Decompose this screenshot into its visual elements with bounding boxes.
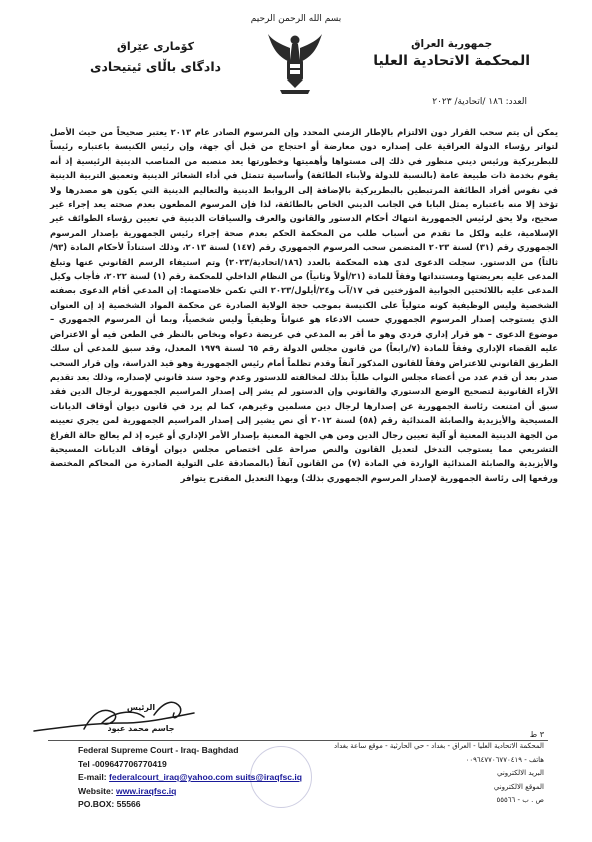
court-name-english: Federal Supreme Court - Iraq- Baghdad [78, 745, 239, 755]
footer-pobox: ص . ب - ٥٥٥٦٦ [496, 796, 544, 804]
court-name: المحكمة الاتحادية العليا [373, 53, 530, 69]
document-body [50, 125, 558, 485]
header-kurdish [90, 40, 221, 74]
footer-phone: هاتف - ٠٠٩٦٤٧٧٠٦٧٧٠٤١٩ [465, 755, 544, 764]
court-name-kurdish: دادگای باڵای ئیتیحادی [90, 59, 222, 74]
signature-title: الرئيس [126, 703, 156, 712]
footer-contact-arabic [312, 740, 544, 808]
page-number: ٣ ط [529, 730, 544, 739]
email-label: E-mail: [78, 772, 110, 783]
signature-block [86, 703, 196, 733]
country-name: جمهورية العراق [411, 38, 493, 50]
country-name-kurdish: كۆماری عێراق [117, 40, 194, 53]
website-link[interactable]: www.iraqfsc.iq [116, 785, 177, 796]
email-link[interactable]: federalcourt_iraq@yahoo.com suits@iraqfsc.iq [109, 772, 303, 783]
website-row [78, 785, 302, 799]
footer-email-label: البريد الالكتروني [497, 769, 544, 777]
footer-website-label: الموقع الالكتروني [493, 782, 544, 791]
body-paragraph: يمكن أن يتم سحب القرار دون الالتزام بالإطار الزمني المحدد وإن المرسوم الصادر عام ٢٠١٣ يعتبر صحيحاً من حيث الأصل لتواتر رؤساء الدولة العراقية على إصداره دون معارضة أو احتجاج من قبل أي جهة، وإن رئيس الكنيسة باعتباره رئيساً للبطريركية ورئيس ديني منظور في ذلك إلى مستواها وأهميتها وخطورتها يعد منصبه من المناصب الدينية الرئيسية إذ أنه يقوم بخدمة ذات طبيعة عامة (بالنسبة للدولة ولأبناء الطائفة) وأساسية تتمثل في أداء الشعائر الدينية وتعميق التربية الدينية في نفوس أفراد الطائفة المرتبطين بالبطريركية بالإضافة إلى الروابط الدينية والتعاليم الدينية التي يكون هو مصدرها ولا تؤخذ إلا منه باعتباره يمثل البابا في الجانب الديني الخاص بالطائفة، لذا فإن المرسوم المطعون بعدم صحته يعد إجراء غير صحيح، ولا يحق لرئيس الجمهورية انتهاك أحكام الدستور والقانون والعرف والسياقات الدينية في تعيين رؤساء الطوائف غير الإسلامية، عليه ولكل ما تقدم من أسباب طلب من المحكمة الحكم بعدم صحة إجراء رئيس الجمهورية بإصدار المرسوم الجمهوري رقم (٣١) لسنة ٢٠٢٣ المتضمن سحب المرسوم الجمهوري رقم (١٤٧) لسنة ٢٠١٣، وذلك استناداً لأحكام المادة (٩٣/ثالثاً) من الدستور. سجلت الدعوى لدى هذه المحكمة بالعدد (١٨٦/اتحادية/٢٠٢٣) وتم استيفاء الرسم القانوني عنها وتبلغ المدعى عليه بعريضتها ومستنداتها وفقاً للمادة (٢١/أولاً وثانياً) من النظام الداخلي للمحكمة رقم (١) لسنة ٢٠٢٢، فأجاب وكيل المدعى عليه باللائحتين الجوابية المؤرختين في ١٧/آب و٢٤/أيلول/٢٠٢٣ التي تكمن خلاصتهما: إن المدعي أقام الدعوى بصفته الشخصية وليس الوظيفية كونه متولياً على الكنيسة بموجب حجة الولاية الصادرة عن محكمة المواد الشخصية إذ إن العنوان الذي يستوجب إصدار المرسوم الجمهوري حسب الادعاء هو عنواناً وظيفياً وليس شخصياً، وبما أن المرسوم الجمهوري – موضوع الدعوى – هو قرار إداري فردي وهو ما أقر به المدعي في عريضة دعواه وبخاص بالنظر في الطعن فيه أو الاعتراض عليه القضاء الإداري وفقاً للمادة (٧/رابعاً) من قانون مجلس الدولة رقم ٦٥ لسنة ١٩٧٩ المعدل، وقد سبق للمدعي أن سلك الطريق القانوني للاعتراض وفقاً للقانون المذكور آنفاً وقدم تظلماً أمام رئيس الجمهورية وهو قيد الدراسة، وإن قرار السحب صدر بعد أن قدم عدد من أعضاء مجلس النواب طلباً بذلك لمخالفته للدستور وعدم وجود سند قانوني لإصداره، وذلك بعد تقديم الآراء القانونية لتصحيح الوضع الدستوري والقانوني وإن الدستور لم يشر إلى إصدار المراسيم الجمهورية لرجال الدين فقد سبق أن امتنعت رئاسة الجمهورية عن إصدارها لرجال دين مسلمين وغيرهم، كما لم يرد في قانون ديوان أوقاف الديانات المسيحية والأيزيدية والصابئة المندائية رقم (٥٨) لسنة ٢٠١٢ أي نص يشير إلى إصدار المراسيم الجمهورية لمن يجري تعيينه من الجهة الدينية المعنية أو آلية تعيين رجال الدين ومن هي الجهة المعنية بإصدار الأمر الإداري أو غيره إذ لم يعالج حالة الفراغ التشريعي مما يستوجب التدخل لتعديل القانون والنص صراحة على اختصاص مجلس ديوان أوقاف الديانات المسيحية والأيزيدية والصابئة المندائية الواردة في المادة (٧) من القانون آنفاً (بالمصادقة على التولية الصادرة من المحاكم المختصة ورفعها إلى رئاسة الجمهورية لإصدار المرسوم الجمهوري بذلك) وبهذا التعديل المقترح يتوافر [50, 127, 559, 483]
website-label: Website: [78, 785, 117, 796]
basmala: بسم الله الرحمن الرحيم [250, 14, 342, 24]
email-row [78, 771, 302, 785]
telephone: Tel -009647706770419 [78, 758, 167, 769]
footer-contact-english [78, 744, 302, 812]
footer-address: المحكمة الاتحادية العليا - العراق - بغداد - حي الحارثية - موقع ساعة بغداد [334, 742, 544, 750]
reference-number: العدد: ١٨٦ /اتحادية/ ٢٠٢٣ [432, 97, 527, 107]
header-arabic [373, 38, 530, 69]
signature-name: جاسم محمد عبود [107, 724, 175, 733]
po-box: PO.BOX: 55566 [78, 799, 141, 810]
iraq-eagle-emblem-icon [266, 30, 324, 100]
